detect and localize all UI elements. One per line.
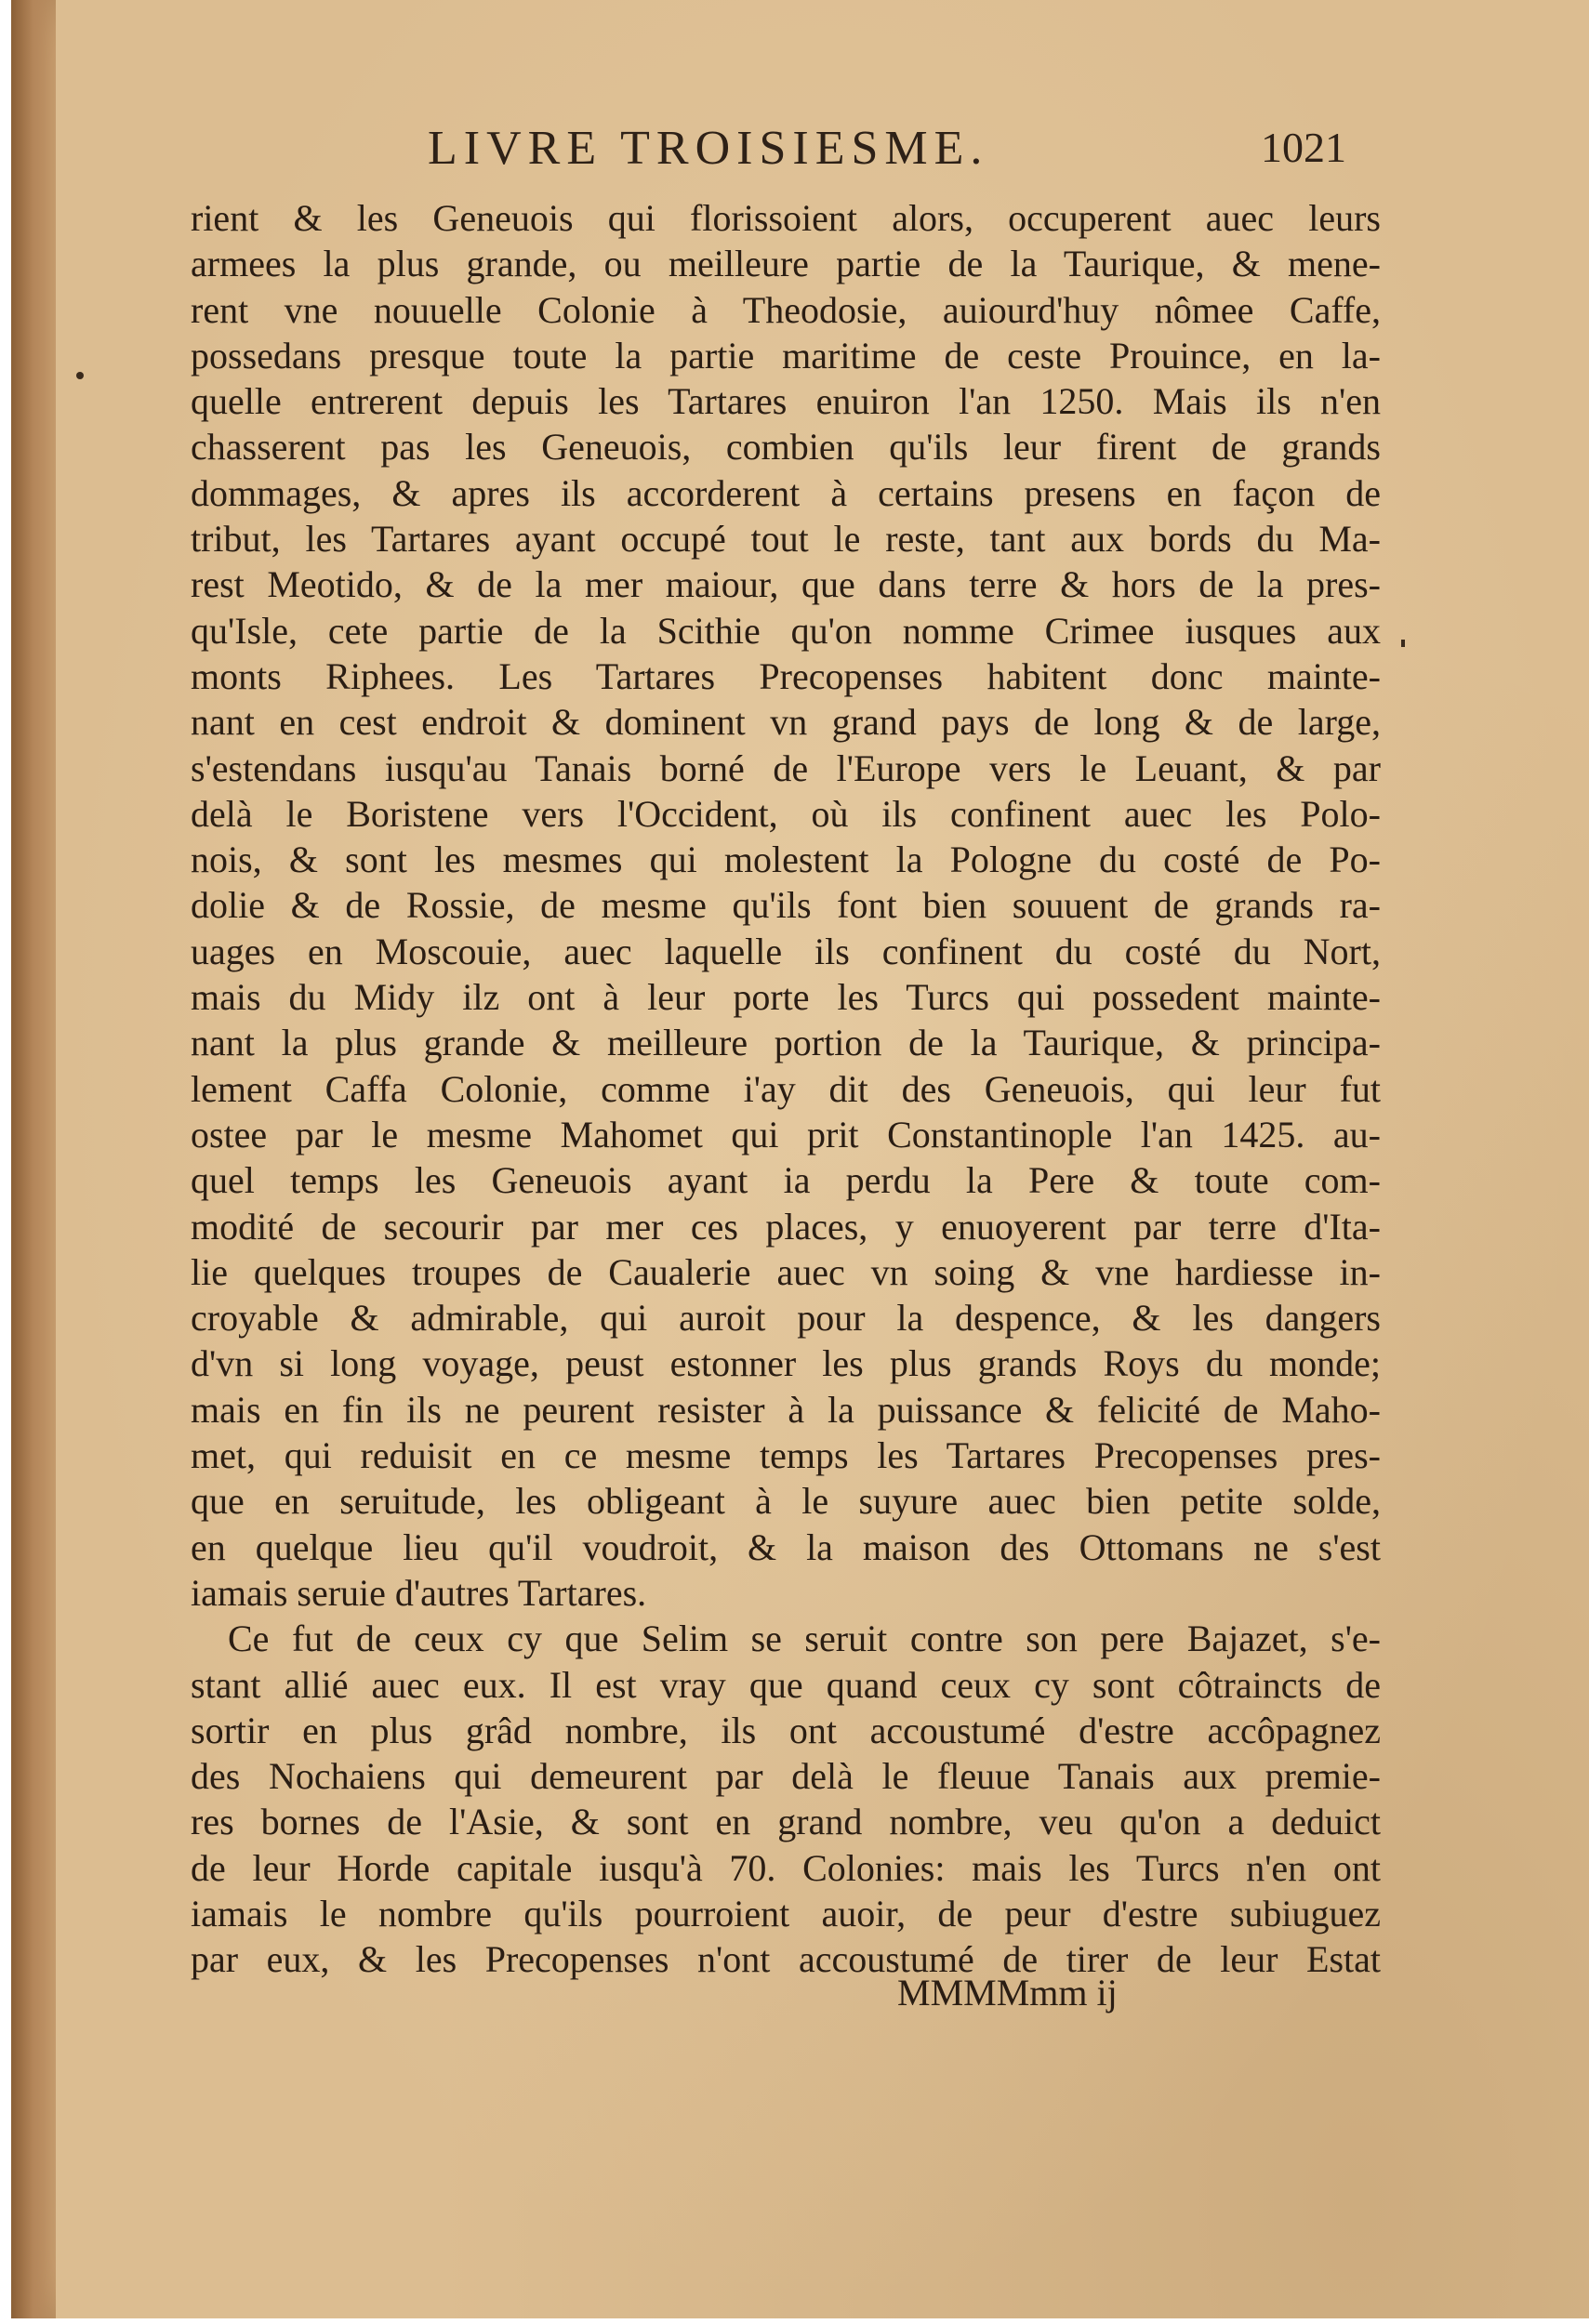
text-line: met, qui reduisit en ce mesme temps les Tartares Precopenses pres- (191, 1434, 1381, 1477)
text-line: par eux, & les Precopenses n'ont accoustumé de tirer de leur Estat (191, 1938, 1381, 1981)
text-line: lie quelques troupes de Caualerie auec vn soing & vne hardiesse in- (191, 1250, 1381, 1293)
text-line-paragraph-end: iamais seruie d'autres Tartares. (191, 1571, 647, 1614)
text-line: lement Caffa Colonie, comme i'ay dit des Geneuois, qui leur fut (191, 1067, 1381, 1110)
text-line: nant en cest endroit & dominent vn grand pays de long & de large, (191, 701, 1381, 744)
text-line: des Nochaiens qui demeurent par delà le fleuue Tanais aux premie- (191, 1755, 1381, 1798)
text-line: tribut, les Tartares ayant occupé tout le reste, tant aux bords du Ma- (191, 518, 1381, 561)
book-page (56, 0, 1589, 2318)
text-line: res bornes de l'Asie, & sont en grand nombre, veu qu'on a deduict (191, 1801, 1381, 1843)
text-line: s'estendans iusqu'au Tanais borné de l'Europe vers le Leuant, & par (191, 746, 1381, 789)
margin-ink-tick (1401, 640, 1405, 647)
text-line: que en seruitude, les obligeant à le suyure auec bien petite solde, (191, 1480, 1381, 1523)
text-line-paragraph-start: Ce fut de ceux cy que Selim se seruit contre son pere Bajazet, s'e- (228, 1618, 1381, 1660)
page-number: 1021 (1261, 124, 1346, 171)
text-line: dolie & de Rossie, de mesme qu'ils font bien souuent de grands ra- (191, 884, 1381, 927)
text-line: dommages, & apres ils accorderent à certains presens en façon de (191, 471, 1381, 514)
text-line: nant la plus grande & meilleure portion de la Taurique, & principa- (191, 1022, 1381, 1064)
text-line: quelle entrerent depuis les Tartares enuiron l'an 1250. Mais ils n'en (191, 380, 1381, 423)
text-line: stant allié auec eux. Il est vray que quand ceux cy sont côtraincts de (191, 1663, 1381, 1706)
running-head (56, 121, 1589, 177)
text-line: rent vne nouuelle Colonie à Theodosie, auiourd'huy nômee Caffe, (191, 288, 1381, 331)
margin-ink-dot (76, 372, 84, 379)
text-line: modité de secourir par mer ces places, y enuoyerent par terre d'Ita- (191, 1205, 1381, 1248)
text-line: iamais le nombre qu'ils pourroient auoir, de peur d'estre subiuguez (191, 1892, 1381, 1934)
signature-mark: MMMMmm ij (897, 1972, 1118, 2014)
text-line: uages en Moscouie, auec laquelle ils confinent du costé du Nort, (191, 930, 1381, 972)
text-line: delà le Boristene vers l'Occident, où ils confinent auec les Polo- (191, 792, 1381, 835)
text-line: rient & les Geneuois qui florissoient alors, occuperent auec leurs (191, 197, 1381, 239)
running-head-title: LIVRE TROISIESME. (428, 122, 989, 175)
text-line: qu'Isle, cete partie de la Scithie qu'on nomme Crimee iusques aux (191, 609, 1381, 652)
text-line: armees la plus grande, ou meilleure partie de la Taurique, & mene- (191, 243, 1381, 285)
text-line: possedans presque toute la partie maritime de ceste Prouince, en la- (191, 334, 1381, 376)
text-line: de leur Horde capitale iusqu'à 70. Colonies: mais les Turcs n'en ont (191, 1846, 1381, 1889)
text-line: croyable & admirable, qui auroit pour la despence, & les dangers (191, 1297, 1381, 1340)
text-line: monts Riphees. Les Tartares Precopenses habitent donc mainte- (191, 654, 1381, 697)
text-line: nois, & sont les mesmes qui molestent la Pologne du costé de Po- (191, 838, 1381, 881)
scan-frame (11, 0, 1589, 2318)
text-line: sortir en plus grâd nombre, ils ont accoustumé d'estre accôpagnez (191, 1709, 1381, 1751)
text-line: mais en fin ils ne peurent resister à la puissance & felicité de Maho- (191, 1388, 1381, 1431)
text-line: mais du Midy ilz ont à leur porte les Turcs qui possedent mainte- (191, 976, 1381, 1019)
text-line: chasserent pas les Geneuois, combien qu'ils leur firent de grands (191, 426, 1381, 469)
text-line: rest Meotido, & de la mer maiour, que dans terre & hors de la pres- (191, 563, 1381, 606)
body-text (191, 195, 1381, 1983)
text-line: ostee par le mesme Mahomet qui prit Constantinople l'an 1425. au- (191, 1113, 1381, 1155)
text-line: en quelque lieu qu'il voudroit, & la maison des Ottomans ne s'est (191, 1525, 1381, 1568)
text-line: d'vn si long voyage, peust estonner les plus grands Roys du monde; (191, 1342, 1381, 1385)
text-line: quel temps les Geneuois ayant ia perdu la Pere & toute com- (191, 1159, 1381, 1202)
